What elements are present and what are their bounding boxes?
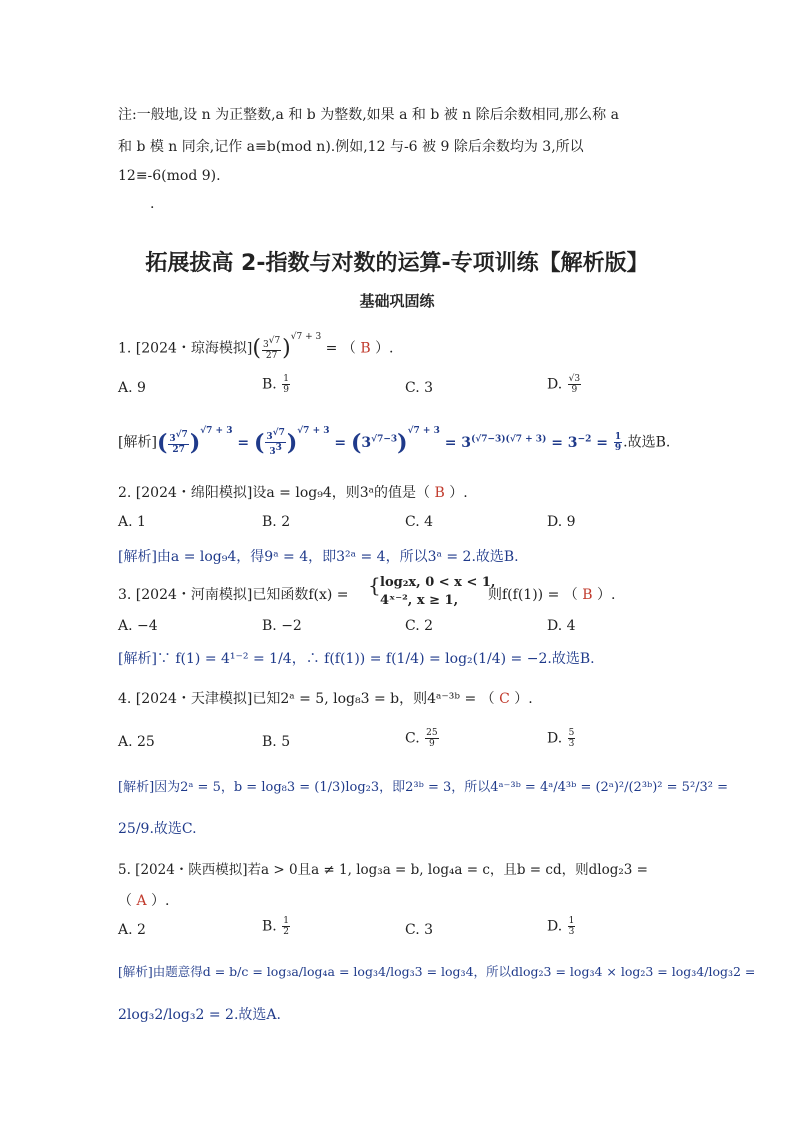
- question-1-suffix: = （: [325, 340, 356, 357]
- question-3-option-a: A. −4: [118, 618, 158, 634]
- question-4-solution-line-2: 25/9.故选C.: [118, 821, 197, 837]
- question-1-option-d: D. $\frac{√3}{9}$: [547, 374, 581, 395]
- question-4-option-b: B. 5: [262, 734, 291, 750]
- question-1-stem: 1. [2024・琼海模拟]( $\frac{3^{√7}}{27}$ )$^{√7 + 3}$ = （ B ）.: [118, 331, 394, 361]
- question-3-stem-tail: [488, 584, 615, 604]
- question-2-option-d: D. 9: [547, 514, 576, 530]
- question-3-case-2: 4ˣ⁻², x ≥ 1,: [380, 593, 459, 608]
- question-3-option-d: D. 4: [547, 618, 576, 634]
- question-5-stem-line-1: 5. [2024・陕西模拟]若a > 0且a ≠ 1, log₃a = b, log₄a = c，且b = cd，则dlog₂3 =: [118, 862, 648, 878]
- question-4-solution-line-1: [解析]因为2ᵃ = 5，b = log₈3 = (1/3)log₂3，即2³ᵇ = 3，所以4ᵃ⁻³ᵇ = 4ᵃ/4³ᵇ = (2ᵃ)²/(2³ᵇ)² = 5²/3² =: [118, 780, 729, 795]
- section-subtitle: 基础巩固练: [359, 292, 435, 310]
- note-line-2: 和 b 模 n 同余,记作 a≡b(mod n).例如,12 与-6 被 9 除后余数均为 3,所以: [118, 139, 584, 155]
- question-2-end: ）.: [449, 485, 468, 501]
- question-4-option-a: A. 25: [118, 734, 155, 750]
- question-1-end: ）.: [375, 340, 394, 357]
- question-3-end: ）.: [596, 587, 616, 603]
- question-2-text: 2. [2024・绵阳模拟]设a = log₉4，则3ᵃ的值是（: [118, 485, 431, 501]
- question-3-option-c: C. 2: [405, 618, 434, 634]
- question-5-stem-line-2: [118, 890, 169, 910]
- question-5-end: ）.: [151, 893, 170, 909]
- question-1-option-b: B. $\frac{1}{9}$: [262, 374, 289, 395]
- note-line-3: 12≡-6(mod 9).: [118, 168, 221, 184]
- brace-icon: {: [368, 573, 381, 597]
- question-4-stem: [118, 688, 533, 708]
- question-5-solution-line-1: [解析]由题意得d = b/c = log₃a/log₄a = log₃4/log₃3 = log₃4，所以dlog₂3 = log₃4 × log₂3 = log₃4/log₃2 =: [118, 964, 756, 979]
- question-5-option-d: D. $\frac{1}{3}$: [547, 916, 575, 937]
- question-2-option-c: C. 4: [405, 514, 434, 530]
- question-2-option-a: A. 1: [118, 514, 146, 530]
- note-dot: .: [150, 196, 155, 212]
- question-4-end: ）.: [514, 691, 533, 707]
- question-2-solution: [解析]由a = log₉4，得9ᵃ = 4，即3²ᵃ = 4，所以3ᵃ = 2.故选B.: [118, 549, 519, 565]
- note-line-1: 注:一般地,设 n 为正整数,a 和 b 为整数,如果 a 和 b 被 n 除后余数相同,那么称 a: [118, 107, 619, 123]
- question-2-answer: B: [434, 485, 445, 501]
- question-4-option-d: D. $\frac{5}{3}$: [547, 728, 575, 749]
- question-3-solution: [解析]∵ f(1) = 4¹⁻² = 1/4，∴ f(f(1)) = f(1/4) = log₂(1/4) = −2.故选B.: [118, 651, 595, 667]
- question-1-option-c: C. 3: [405, 380, 434, 396]
- question-1-option-a: A. 9: [118, 380, 146, 396]
- solution-1-end: .故选B.: [623, 434, 671, 451]
- question-2-option-b: B. 2: [262, 514, 291, 530]
- question-5-solution-line-2: 2log₃2/log₃2 = 2.故选A.: [118, 1007, 281, 1023]
- question-3-option-b: B. −2: [262, 618, 302, 634]
- question-5-option-c: C. 3: [405, 922, 434, 938]
- question-4-option-c: C. $\frac{25}{9}$: [405, 728, 438, 749]
- question-1-prefix: 1. [2024・琼海模拟]: [118, 340, 253, 357]
- question-4-answer: C: [499, 691, 510, 707]
- solution-1-label: [解析]: [118, 434, 157, 451]
- question-3-prefix: 3. [2024・河南模拟]已知函数f(x) =: [118, 587, 349, 603]
- question-4-text: 4. [2024・天津模拟]已知2ᵃ = 5, log₈3 = b，则4ᵃ⁻³ᵇ = （: [118, 691, 495, 707]
- page-title: 拓展拔高 2-指数与对数的运算-专项训练【解析版】: [145, 251, 649, 276]
- question-3-case-1: log₂x, 0 < x < 1,: [380, 575, 496, 590]
- question-5-prefix: （: [118, 893, 132, 909]
- question-1-solution: [解析]( $\frac{3^{√7}}{27}$ )$^{√7 + 3}$ = ( $\frac{3^{√7}}{3^3}$ )$^{√7 + 3} = (3^{√7-3})^{√7 + 3} = 3^{(√7-3)(√7 + 3)} = 3^{-2}$ = $\frac{1}{9}$ .故选B.: [118, 425, 671, 457]
- question-5-option-b: B. $\frac{1}{2}$: [262, 916, 289, 937]
- question-5-answer: A: [136, 893, 147, 909]
- question-2-stem: [118, 482, 468, 502]
- question-5-option-a: A. 2: [118, 922, 146, 938]
- question-3-suffix: 则f(f(1)) = （: [488, 587, 578, 603]
- question-3-answer: B: [582, 587, 593, 603]
- question-1-answer: B: [360, 340, 371, 357]
- question-3-stem: [118, 584, 349, 604]
